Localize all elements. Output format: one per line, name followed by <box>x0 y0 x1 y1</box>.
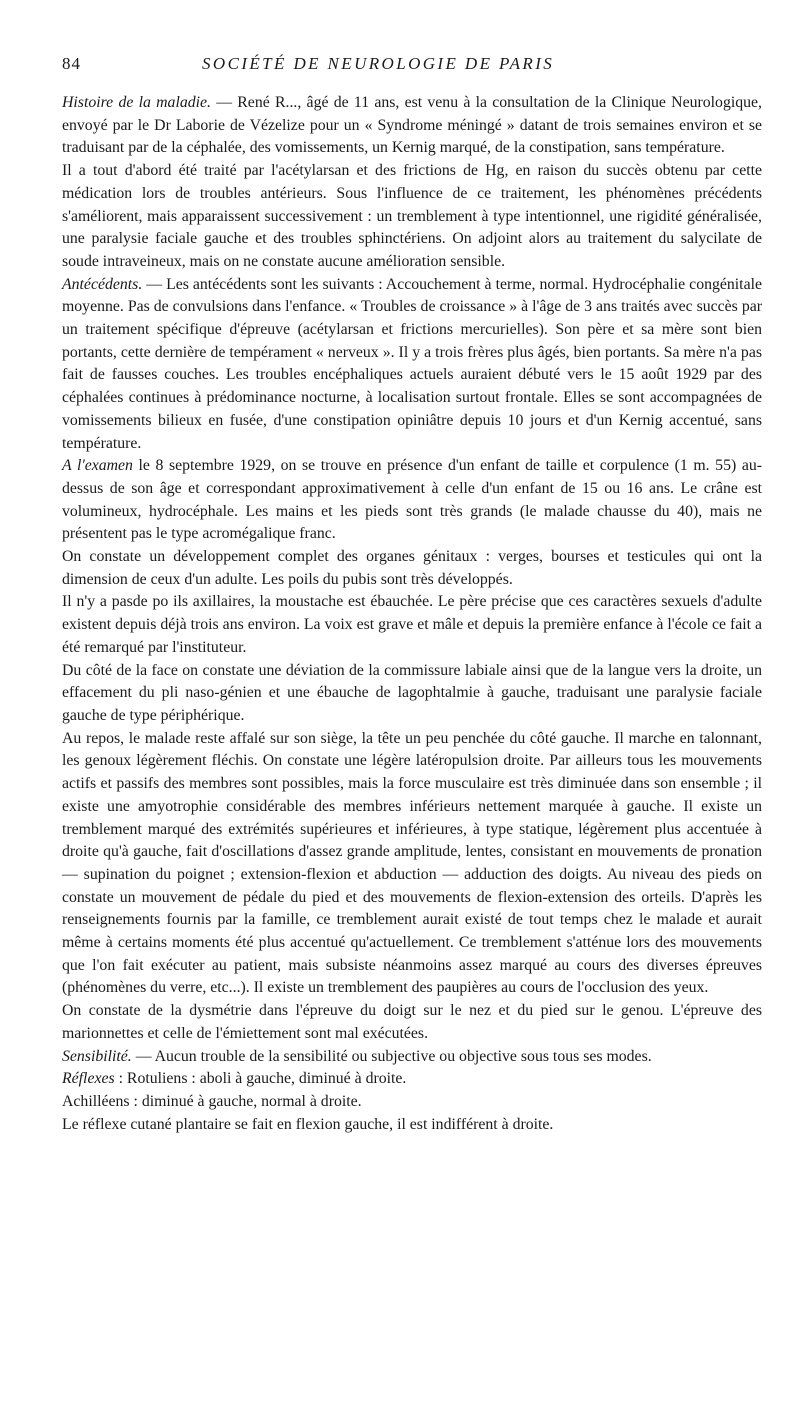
paragraph-treatment <box>62 160 762 274</box>
paragraph-text: Il a tout d'abord été traité par l'acétylarsan et des frictions de Hg, en raison du succès obtenu par cette médication lors de troubles antérieurs. Sous l'influence de ce traitement, les phénomènes précédents s'améliorent, mais apparaissent successivement : un tremblement à type intentionnel, une rigidité généralisée, une paralysie faciale gauche et des troubles sphinctériens. On adjoint alors au traitement du salycilate de soude intraveineux, mais on ne constate aucune amélioration sensible. <box>62 162 762 270</box>
paragraph-text: — René R..., âgé de 11 ans, est venu à la consultation de la Clinique Neurologique, envoyé par le Dr Laborie de Vézelize pour un « Syndrome méningé » datant de trois semaines environ et se traduisant par de la céphalée, des vomissements, un Kernig marqué, de la constipation, sans température. <box>62 94 762 157</box>
paragraph-text: le 8 septembre 1929, on se trouve en présence d'un enfant de taille et corpulence (1 m. 55) au-dessus de son âge et correspondant approximativement à celle d'un enfant de 15 ou 16 ans. Le crâne est volumineux, hydrocéphale. Les mains et les pieds sont très grands (le malade chausse du 40), mais ne présentent pas le type acromégalique franc. <box>62 457 762 543</box>
paragraph-achilleans <box>62 1091 762 1114</box>
paragraph-history <box>62 92 762 160</box>
paragraph-text: : Rotuliens : aboli à gauche, diminué à droite. <box>114 1070 407 1088</box>
paragraph-text: — Les antécédents sont les suivants : Accouchement à terme, normal. Hydrocéphalie congénitale moyenne. Pas de convulsions dans l'enfance. « Troubles de croissance » à l'âge de 3 ans traités avec succès par un traitement spécifique d'épreuve (acétylarsan et frictions mercurielles). Son père et sa mère sont bien portants, cette dernière de tempérament « nerveux ». Il y a trois frères plus âgés, bien portants. Sa mère n'a pas fait de fausses couches. Les troubles encéphaliques actuels auraient débuté vers le 15 août 1929 par des céphalées continues à prédominance nocturne, à localisation surtout frontale. Elles se sont accompagnées de vomissements bilieux en fusée, d'une constipation opiniâtre depuis 10 jours et d'un Kernig accentué, sans température. <box>62 275 762 452</box>
section-lead-examination: A l'examen <box>62 457 133 475</box>
paragraph-text: Le réflexe cutané plantaire se fait en flexion gauche, il est indifférent à droite. <box>62 1115 554 1133</box>
paragraph-text: Au repos, le malade reste affalé sur son siège, la tête un peu penchée du côté gauche. Il marche en talonnant, les genoux légèrement fléchis. On constate une légère latéropulsion droite. Par ailleurs tous les mouvements actifs et passifs des membres sont possibles, mais la force musculaire est très diminuée dans son ensemble ; il existe une amyotrophie considérable des membres inférieurs nettement marquée à gauche. Il existe un tremblement marqué des extrémités supérieures et inférieures, à type statique, légèrement plus accentuée à droite qu'à gauche, fait d'oscillations d'assez grande amplitude, lentes, consistant en mouvements de pronation — supination du poignet ; extension-flexion et abduction — adduction des doigts. Au niveau des pieds on constate un mouvement de pédale du pied et des mouvements de flexion-extension des orteils. D'après les renseignements fournis par la famille, ce tremblement aurait existé de tout temps chez le malade et aurait même à certains moments été plus accentué qu'actuellement. Ce tremblement s'atténue lors des mouvements que l'on fait exécuter au patient, mais subsiste néanmoins assez marqué au cours des diverses épreuves (phénomènes du verre, etc...). Il existe un tremblement des paupières au cours de l'occlusion des yeux. <box>62 729 762 997</box>
paragraph-dysmetria <box>62 1000 762 1045</box>
paragraph-antecedents <box>62 274 762 456</box>
paragraph-sensibility <box>62 1046 762 1069</box>
page-number: 84 <box>62 54 81 73</box>
paragraph-text: — Aucun trouble de la sensibilité ou subjective ou objective sous tous ses modes. <box>131 1047 652 1065</box>
section-lead-sensibility: Sensibilité. <box>62 1047 132 1065</box>
paragraph-text: On constate de la dysmétrie dans l'épreuve du doigt sur le nez et du pied sur le genou. L'épreuve des marionnettes et celle de l'émiettement sont mal exécutées. <box>62 1002 762 1042</box>
paragraph-text: Il n'y a pasde po ils axillaires, la moustache est ébauchée. Le père précise que ces caractères sexuels d'adulte existent depuis déjà trois ans environ. La voix est grave et mâle et depuis la première enfance à l'école ce fait a été remarqué par l'instituteur. <box>62 593 762 656</box>
page-header <box>62 54 762 80</box>
paragraph-rest-tremor <box>62 728 762 1000</box>
paragraph-text: On constate un développement complet des organes génitaux : verges, bourses et testicules qui ont la dimension de ceux d'un adulte. Les poils du pubis sont très développés. <box>62 548 762 588</box>
paragraph-text: Achilléens : diminué à gauche, normal à droite. <box>62 1092 362 1110</box>
section-lead-reflexes: Réflexes <box>62 1070 115 1088</box>
article-body <box>62 92 762 1136</box>
paragraph-sexual-characters <box>62 591 762 659</box>
running-title: SOCIÉTÉ DE NEUROLOGIE DE PARIS <box>202 54 555 73</box>
section-lead-history: Histoire de la maladie. <box>62 94 211 111</box>
paragraph-reflexes <box>62 1068 762 1091</box>
paragraph-plantar-reflex <box>62 1114 762 1137</box>
paragraph-examination <box>62 455 762 546</box>
paragraph-text: Du côté de la face on constate une déviation de la commissure labiale ainsi que de la langue vers la droite, un effacement du pli naso-génien et une ébauche de lagophtalmie à gauche, traduisant une paralysie faciale gauche de type périphérique. <box>62 661 762 724</box>
paragraph-genitals <box>62 546 762 591</box>
paragraph-face <box>62 660 762 728</box>
section-lead-antecedents: Antécédents. <box>62 275 143 293</box>
